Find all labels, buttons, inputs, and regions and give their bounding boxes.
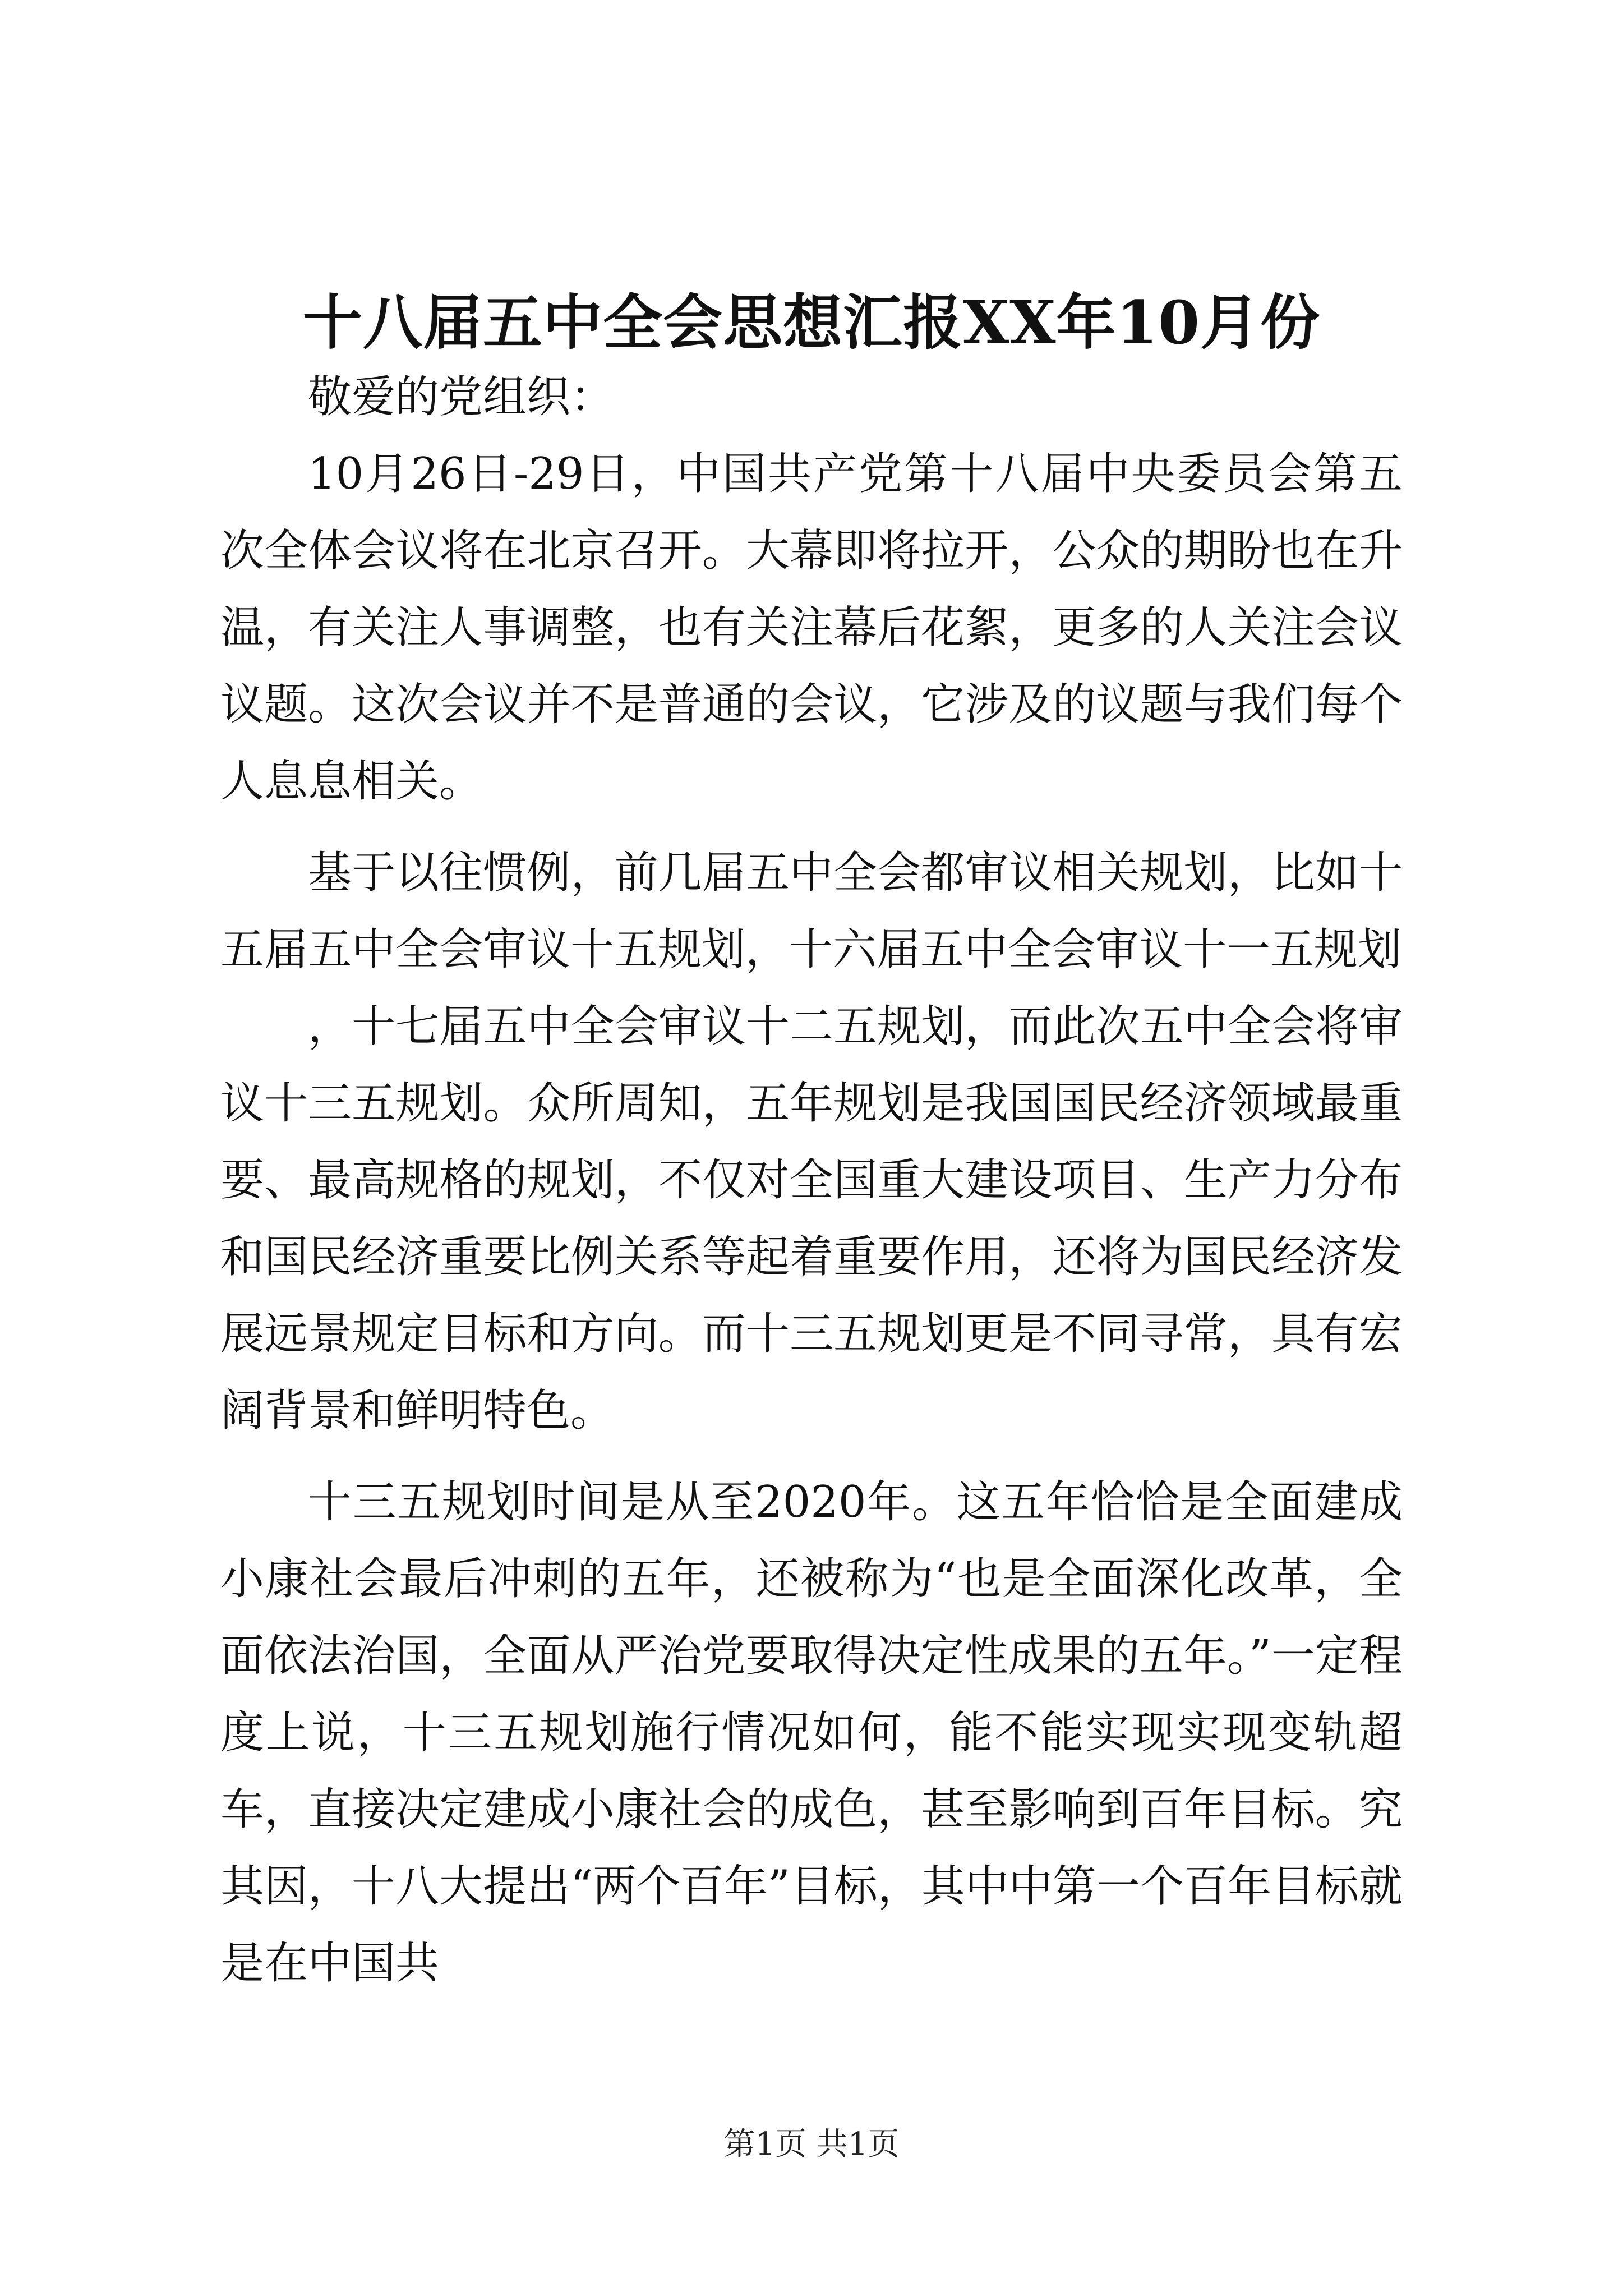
page-footer: 第1页 共1页 bbox=[723, 2126, 900, 2162]
document-title: 十八届五中全会思想汇报XX年10月份 bbox=[303, 287, 1320, 357]
salutation: 敬爱的党组织： bbox=[308, 372, 615, 422]
document-body bbox=[220, 359, 1403, 2002]
paragraph: 基于以往惯例，前几届五中全会都审议相关规划，比如十五届五中全会审议十五规划，十六届五中全会审议十一五规划 bbox=[220, 848, 1403, 975]
paragraph: ，十七届五中全会审议十二五规划，而此次五中全会将审议十三五规划。众所周知，五年规划是我国国民经济领域最重要、最高规格的规划，不仅对全国重大建设项目、生产力分布和国民经济重要比例关系等起着重要作用，还将为国民经济发展远景规定目标和方向。而十三五规划更是不同寻常，具有宏阔背景和鲜明特色。 bbox=[220, 1001, 1403, 1436]
paragraph: 十三五规划时间是从至2020年。这五年恰恰是全面建成小康社会最后冲刺的五年，还被称为“也是全面深化改革，全面依法治国，全面从严治党要取得决定性成果的五年。”一定程度上说，十三五规划施行情况如何，能不能实现实现变轨超车，直接决定建成小康社会的成色，甚至影响到百年目标。究其因，十八大提出“两个百年”目标，其中中第一个百年目标就是在中国共 bbox=[220, 1477, 1403, 1989]
paragraph: 10月26日-29日，中国共产党第十八届中央委员会第五次全体会议将在北京召开。大幕即将拉开，公众的期盼也在升温，有关注人事调整，也有关注幕后花絮，更多的人关注会议议题。这次会议并不是普通的会议，它涉及的议题与我们每个人息息相关。 bbox=[220, 449, 1403, 807]
